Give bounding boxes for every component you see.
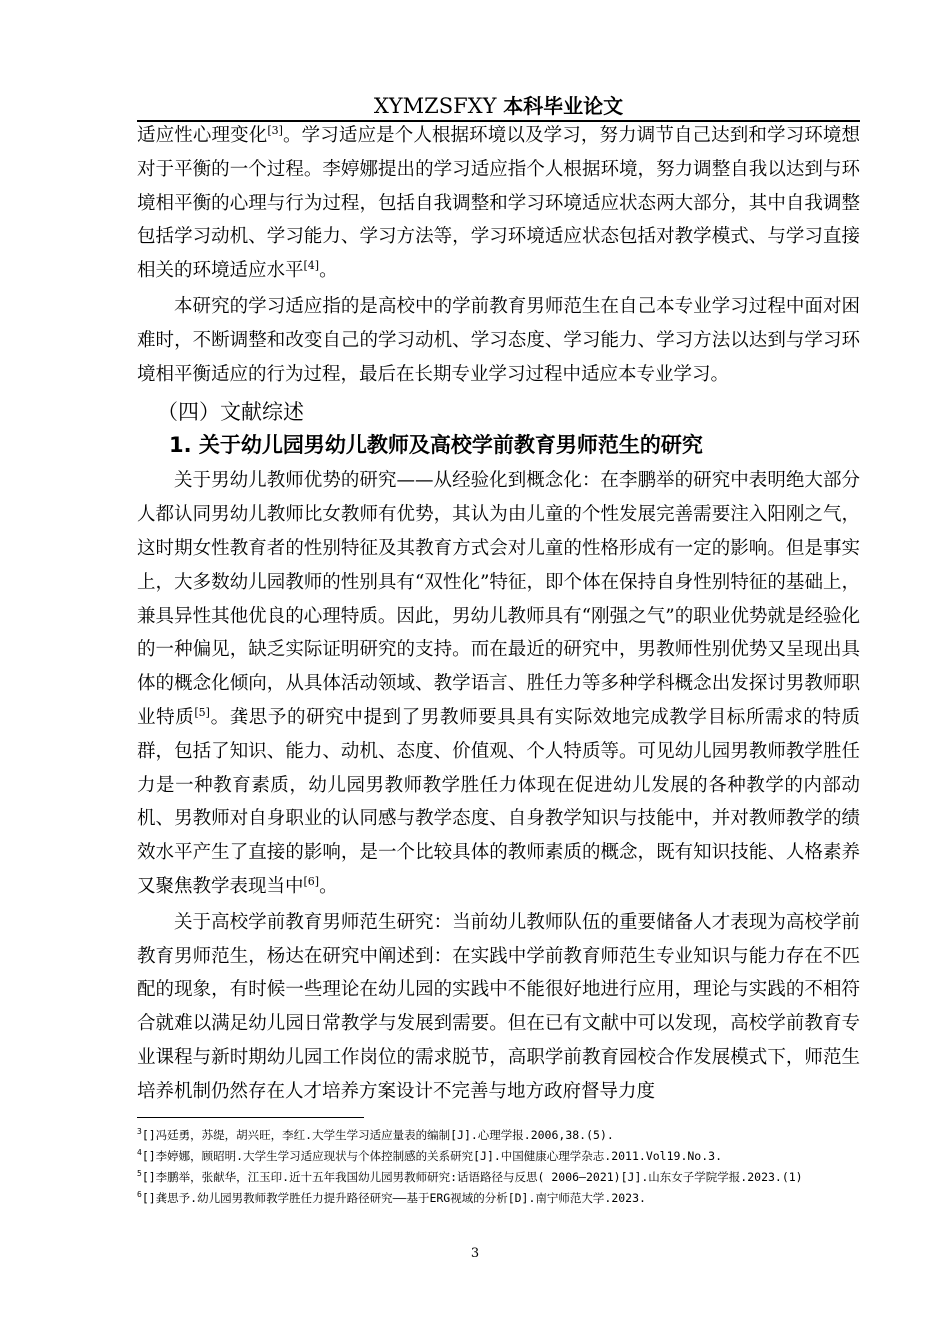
- footnote-number: 3: [137, 1127, 142, 1136]
- footnote-separator: [137, 1117, 364, 1118]
- paragraph-3: [137, 464, 860, 903]
- running-header: [137, 92, 860, 120]
- header-code: XYMZSFXY: [373, 94, 497, 118]
- paragraph-3-text-a: 关于男幼儿教师优势的研究——从经验化到概念化：在李鹏举的研究中表明绝大部分人都认同男幼儿教师比女教师有优势，其认为由儿童的个性发展完善需要注入阳刚之气，这时期女性教育者的性别特征及其教育方式会对儿童的性格形成有一定的影响。但是事实上，大多数幼儿园教师的性别具有“双性化”特征，即个体在保持自身性别特征的基础上，兼具异性其他优良的心理特质。因此，男幼儿教师具有“刚强之气”的职业优势就是经验化的一种偏见，缺乏实际证明研究的支持。而在最近的研究中，男教师性别优势又呈现出具体的概念化倾向，从具体活动领域、教学语言、胜任力等多种学科概念出发探讨男教师职业特质: [137, 470, 860, 728]
- footnote: [137, 1168, 860, 1187]
- paragraph-1: [137, 119, 860, 288]
- footnote-number: 6: [137, 1190, 142, 1199]
- page-number: 3: [470, 1246, 480, 1261]
- citation-5: [5]: [194, 705, 210, 719]
- paragraph-3-text-c: 。: [319, 875, 338, 897]
- citation-4: [4]: [303, 259, 320, 273]
- paragraph-3-text-b: 。龚思予的研究中提到了男教师要具具有实际效地完成教学目标所需求的特质群，包括了知识、能力、动机、态度、价值观、个人特质等。可见幼儿园男教师教学胜任力是一种教育素质，幼儿园男教师教学胜任力体现在促进幼儿发展的各种教学的内部动机、男教师对自身职业的认同感与教学态度、自身教学知识与技能中，并对教师教学的绩效水平产生了直接的影响，是一个比较具体的教师素质的概念，既有知识技能、人格素养又聚焦教学表现当中: [137, 706, 860, 897]
- paragraph-1-text-a: 适应性心理变化: [137, 125, 268, 146]
- footnote-text: []李鹏举，张献华，江玉印.近十五年我国幼儿园男教师研究:话语路径与反思( 2006—2021)[J].山东女子学院学报.2023.(1): [141, 1170, 803, 1184]
- paragraph-1-text-b: 。学习适应是个人根据环境以及学习，努力调节自己达到和学习环境想对于平衡的一个过程。李婷娜提出的学习适应指个人根据环境，努力调整自我以达到与环境相平衡的心理与行为过程，包括自我调整和学习环境适应状态两大部分，其中自我调整包括学习动机、学习能力、学习方法等，学习环境适应状态包括对教学模式、与学习直接相关的环境适应水平: [137, 125, 860, 282]
- section-heading: （四）文献综述: [157, 400, 304, 425]
- citation-6: [6]: [303, 874, 320, 888]
- footnote-number: 5: [137, 1169, 142, 1178]
- subsection-heading: 1. 关于幼儿园男幼儿教师及高校学前教育男师范生的研究: [169, 433, 703, 458]
- footnote-text: []龚思予.幼儿园男教师教学胜任力提升路径研究——基于ERG视域的分析[D].南宁师范大学.2023.: [141, 1191, 646, 1205]
- paragraph-1-text-c: 。: [319, 260, 338, 282]
- body-text: [137, 119, 860, 1111]
- footnote: [137, 1189, 860, 1208]
- citation-3: [3]: [267, 124, 283, 137]
- header-title: 本科毕业论文: [503, 94, 624, 118]
- paragraph-4: 关于高校学前教育男师范生研究：当前幼儿教师队伍的重要储备人才表现为高校学前教育男师范生，杨达在研究中阐述到：在实践中学前教育师范生专业知识与能力存在不匹配的现象，有时候一些理论在幼儿园的实践中不能很好地进行应用，理论与实践的不相符合就难以满足幼儿园日常教学与发展到需要。但在已有文献中可以发现，高校学前教育专业课程与新时期幼儿园工作岗位的需求脱节，高职学前教育园校合作发展模式下，师范生培养机制仍然存在人才培养方案设计不完善与地方政府督导力度: [137, 911, 860, 1102]
- footnote-number: 4: [137, 1148, 142, 1157]
- footnote-text: []李婷娜，顾昭明.大学生学习适应现状与个体控制感的关系研究[J].中国健康心理学杂志.2011.Vol19.No.3.: [141, 1149, 722, 1163]
- footnote-text: []冯廷勇，苏缇，胡兴旺，李红.大学生学习适应量表的编制[J].心理学报.2006,38.(5).: [141, 1128, 614, 1142]
- footnote: [137, 1126, 860, 1145]
- footnotes: [137, 1124, 860, 1210]
- paragraph-2: 本研究的学习适应指的是高校中的学前教育男师范生在自己本专业学习过程中面对困难时，不断调整和改变自己的学习动机、学习态度、学习能力、学习方法以达到与学习环境相平衡适应的行为过程，最后在长期专业学习过程中适应本专业学习。: [137, 295, 860, 385]
- footnote: [137, 1147, 860, 1166]
